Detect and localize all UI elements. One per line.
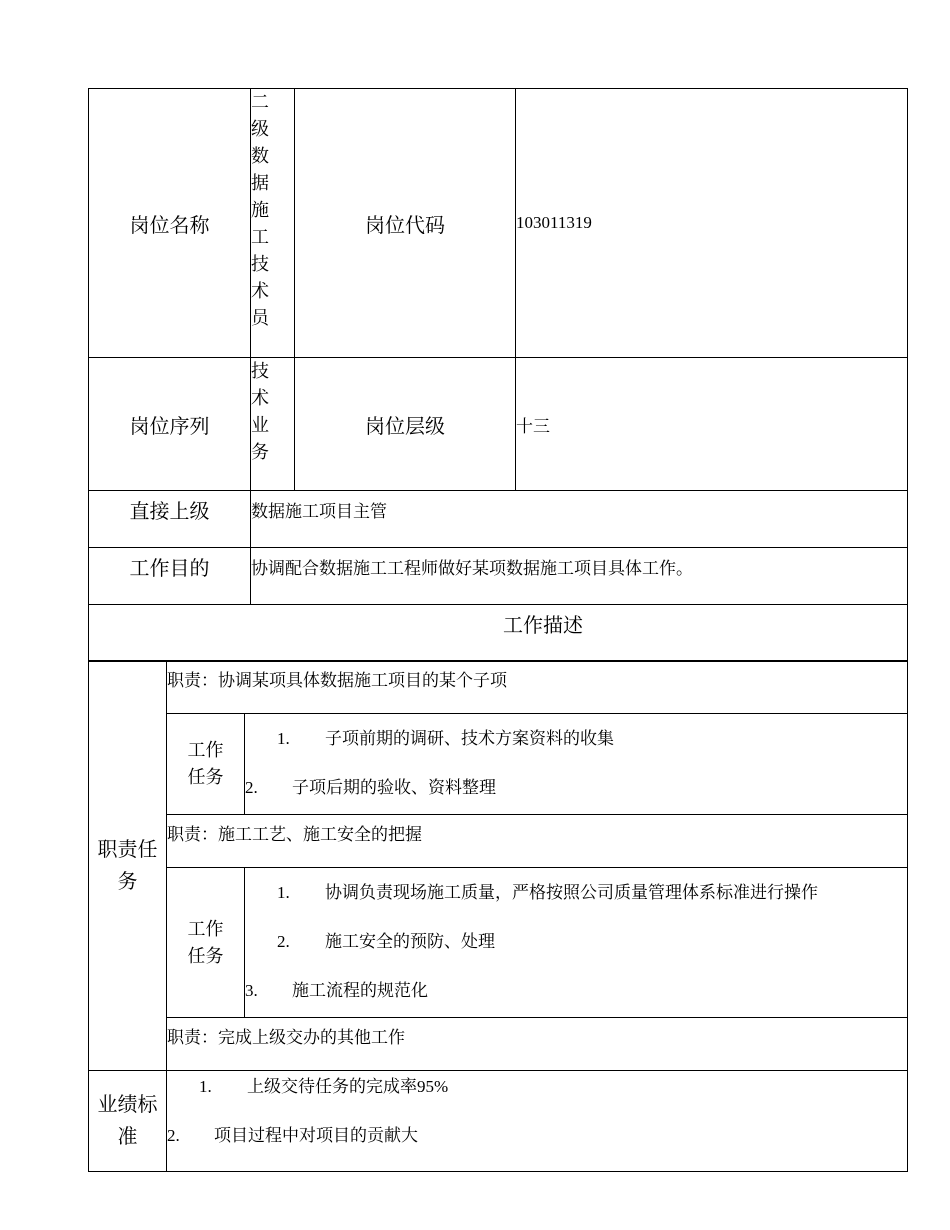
performance-label: 业绩标准 [89,1071,167,1172]
duties-label: 职责任务 [89,661,167,1071]
duty-2-task-list [245,868,908,1018]
duty-1-title: 职责：协调某项具体数据施工项目的某个子项 [167,661,908,714]
superior-label: 直接上级 [89,491,251,548]
post-name-value: 二级数据施工技术员 [251,92,269,328]
duty-2-task-label: 工作任务 [167,868,245,1018]
purpose-value: 协调配合数据施工工程师做好某项数据施工项目具体工作。 [251,548,908,605]
post-level-value: 十三 [516,358,908,491]
description-title: 工作描述 [89,605,908,662]
duty-1-task-label: 工作任务 [167,714,245,815]
superior-value: 数据施工项目主管 [251,491,908,548]
performance-item: 1. 上级交待任务的完成率95% [199,1077,449,1096]
task-item: 3. 施工流程的规范化 [245,981,428,1000]
performance-item: 2. 项目过程中对项目的贡献大 [167,1126,418,1145]
post-code-value: 103011319 [516,89,908,358]
performance-list [167,1071,908,1172]
post-code-label: 岗位代码 [295,89,516,358]
duty-1-task-list [245,714,908,815]
post-info-table [88,88,908,662]
post-name-label: 岗位名称 [89,89,251,358]
task-item: 1. 子项前期的调研、技术方案资料的收集 [277,729,614,748]
duty-3-title: 职责：完成上级交办的其他工作 [167,1018,908,1071]
post-sequence-value: 技术业务 [251,361,269,462]
duties-table [88,660,908,1172]
duty-2-title: 职责：施工工艺、施工安全的把握 [167,815,908,868]
task-item: 2. 子项后期的验收、资料整理 [245,778,496,797]
purpose-label: 工作目的 [89,548,251,605]
post-sequence-label: 岗位序列 [89,358,251,491]
post-level-label: 岗位层级 [295,358,516,491]
task-item: 1. 协调负责现场施工质量，严格按照公司质量管理体系标准进行操作 [277,883,818,902]
task-item: 2. 施工安全的预防、处理 [277,932,495,951]
